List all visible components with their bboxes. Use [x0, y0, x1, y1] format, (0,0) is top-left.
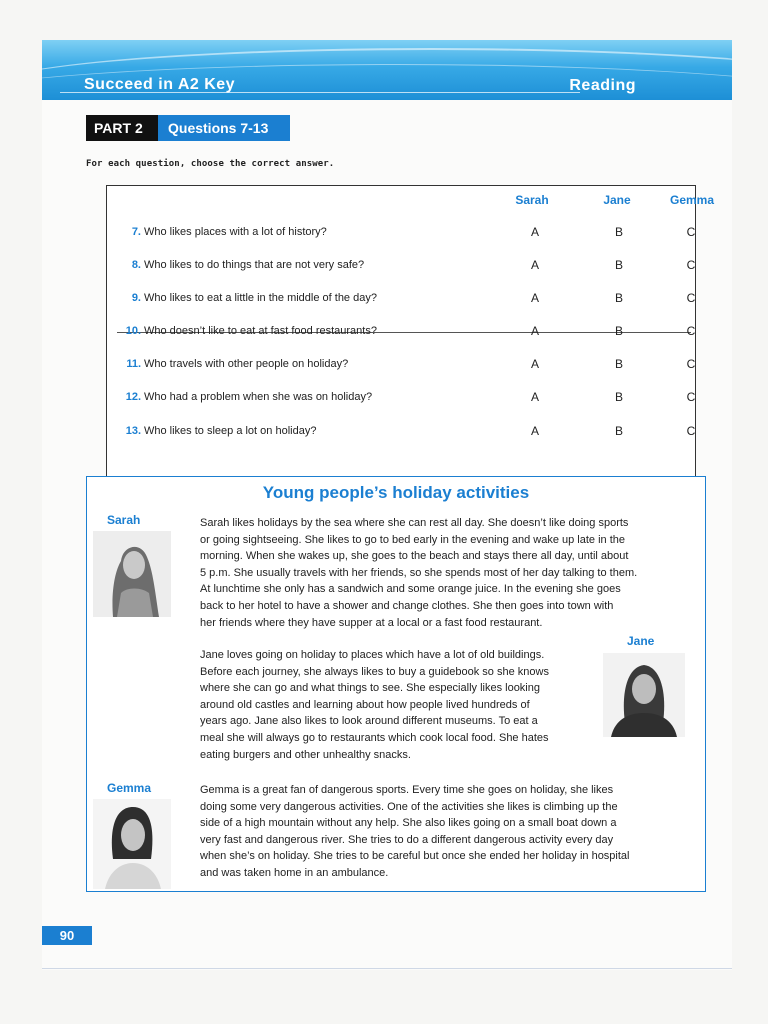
question-number: 9. [131, 292, 141, 304]
column-header-sarah: Sarah [515, 193, 549, 207]
reading-text-box [86, 476, 706, 892]
option-a[interactable]: A [530, 390, 539, 404]
option-b[interactable]: B [614, 291, 623, 305]
portrait-image [93, 531, 171, 617]
question-text: Who doesn’t like to eat at fast food restaurants? [144, 325, 377, 337]
questions-label: Questions 7-13 [158, 115, 290, 141]
option-c[interactable]: C [686, 424, 696, 438]
section-title: Reading [569, 77, 636, 94]
gemma-photo [93, 799, 171, 889]
question-number: 10. [125, 325, 141, 337]
option-a[interactable]: A [530, 424, 539, 438]
book-title: Succeed in A2 Key [84, 76, 236, 93]
option-b[interactable]: B [614, 225, 623, 239]
question-row [107, 256, 695, 276]
option-b[interactable]: B [614, 357, 623, 371]
option-a[interactable]: A [530, 258, 539, 272]
question-text: Who travels with other people on holiday? [144, 358, 349, 370]
person-name-jane: Jane [627, 634, 655, 648]
question-row [107, 322, 695, 342]
jane-photo [603, 653, 685, 737]
question-number: 13. [125, 425, 141, 437]
person-name-sarah: Sarah [107, 513, 141, 527]
question-table [106, 185, 715, 493]
option-a[interactable]: A [530, 225, 539, 239]
portrait-image [93, 799, 171, 889]
question-number: 11. [126, 358, 141, 370]
reading-title: Young people’s holiday activities [262, 483, 530, 502]
option-b[interactable]: B [614, 258, 623, 272]
question-row [107, 355, 695, 375]
gemma-paragraph: Gemma is a great fan of dangerous sports. Every time she goes on holiday, she likes doing some very dangerous activities. One of the activities she likes is climbing up the side of a high mountain without any help. She also likes going on a small boat down a very fast and dangerous river. She tries to do a different dangerous activity every day when she’s on holiday. She tries to be careful but once she ended her holiday in hospital and was taken home in an ambulance. [200, 784, 630, 879]
footer-divider [42, 968, 732, 969]
question-row [107, 223, 695, 243]
sarah-photo [93, 531, 171, 617]
column-header-jane: Jane [603, 193, 631, 207]
question-text: Who likes places with a lot of history? [144, 226, 327, 238]
portrait-image [603, 653, 685, 737]
jane-paragraph: Jane loves going on holiday to places which have a lot of old buildings. Before each journey, she always likes to buy a guidebook so she knows where she can go and what things to see. She especially likes looking around old castles and learning about how people lived hundreds of years ago. Jane also likes to look around different museums. To eat a meal she will always go to restaurants which cook local food. She hates eating burgers and other unhealthy snacks. [200, 649, 549, 761]
option-c[interactable]: C [686, 291, 696, 305]
question-row [107, 289, 695, 309]
option-c[interactable]: C [686, 258, 696, 272]
question-row [107, 422, 695, 442]
option-a[interactable]: A [530, 324, 539, 338]
page-number: 90 [42, 926, 92, 945]
question-text: Who likes to eat a little in the middle of the day? [144, 292, 377, 304]
option-c[interactable]: C [686, 390, 696, 404]
textbook-page [42, 40, 732, 970]
question-text: Who likes to do things that are not very safe? [144, 259, 365, 271]
option-b[interactable]: B [614, 424, 623, 438]
instruction-text: For each question, choose the correct answer. [86, 159, 335, 169]
option-a[interactable]: A [530, 357, 539, 371]
sarah-paragraph: Sarah likes holidays by the sea where she can rest all day. She doesn’t like doing sports or going sightseeing. She likes to go to bed early in the evening and wake up late in the morning. When she wakes up, she goes to the beach and stays there all day, until about 5 p.m. She usually travels with her friends, so she spends most of her day talking to them. At lunchtime she only has a sandwich and some orange juice. In the evening she goes back to her hotel to have a shower and change clothes. She then goes into town with her friends where they have supper at a local or a fast food restaurant. [200, 517, 638, 629]
option-c[interactable]: C [686, 225, 696, 239]
question-number: 12. [125, 391, 141, 403]
question-number: 8. [131, 259, 141, 271]
person-name-gemma: Gemma [107, 781, 152, 795]
option-b[interactable]: B [614, 390, 623, 404]
question-row [107, 388, 695, 408]
option-b[interactable]: B [614, 324, 623, 338]
question-text: Who had a problem when she was on holiday? [144, 391, 373, 403]
header-banner [42, 40, 732, 100]
part-heading [86, 115, 290, 141]
option-a[interactable]: A [530, 291, 539, 305]
option-c[interactable]: C [686, 357, 696, 371]
question-text: Who likes to sleep a lot on holiday? [144, 425, 317, 437]
part-label: PART 2 [86, 115, 158, 141]
option-c[interactable]: C [686, 324, 696, 338]
column-header-gemma: Gemma [670, 193, 715, 207]
question-number: 7. [131, 226, 141, 238]
